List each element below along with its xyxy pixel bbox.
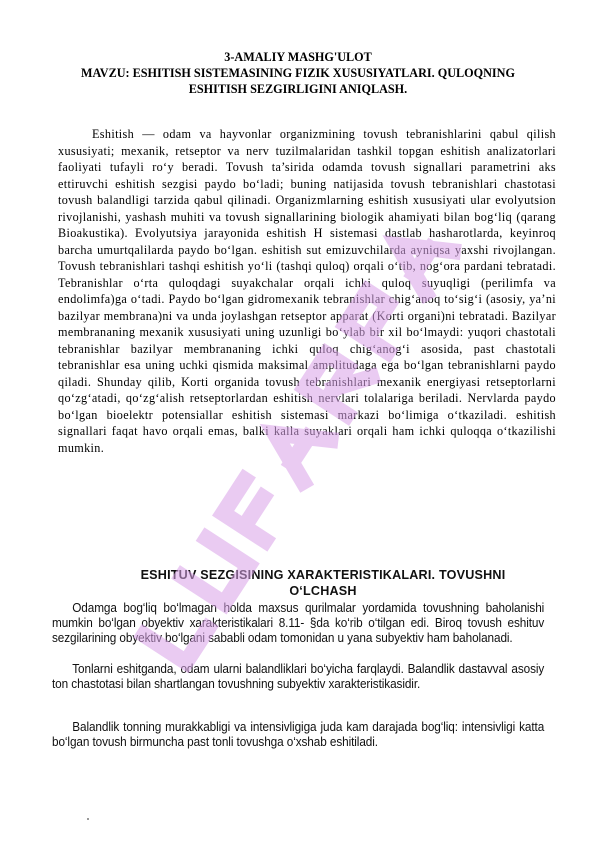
- scan-speck: [87, 818, 89, 820]
- topic-title-line2: ESHITISH SEZGIRLIGINI ANIQLASH.: [188, 82, 408, 96]
- scanned-paragraph-1: Odamga bog‘liq bo‘lmagan holda maxsus qurilmalar yordamida tovushning baholanishi mumkin bo‘lgan obyektiv xarakteristikalari 8.11- §da ko‘rib o‘tilgan edi. Biroq tovush eshituv sezgilarining obyektiv bo‘lgani sababli odam tomonidan u yana subyektiv ham baholanadi.: [52, 600, 545, 646]
- scanned-heading: [88, 567, 558, 599]
- scanned-heading-line2: O‘LCHASH: [289, 584, 357, 598]
- body-paragraph: Eshitish — odam va hayvonlar organizmining tovush tebranishlarini qabul qilish xususiyati; mexanik, retseptor va nerv tuzilmalaridan tashkil topgan eshitish analizatorlari faoliyati tufayli ro‘y beradi. Tovush ta’sirida odamda tovush signallari parametrini aks ettiruvchi eshitish sezgisi paydo bo‘ladi; buning natijasida tovush tebranishlari chastotasi tovush balandligi tarzida qabul qilinadi. Organizmlarning eshitish xususiyati ular evolyutsion rivojlanishi, yashash muhiti va tovush signallarining biologik ahamiyati bilan bog‘liq (qarang Bioakustika). Evolyutsiya jarayonida eshitish H sistemasi dastlab hasharotlarda, keyinroq barcha umurtqalilarda paydo bo‘lgan. eshitish sut emizuvchilarda ayniqsa yaxshi rivojlangan. Tovush tebranishlari tashqi eshitish yo‘li (tashqi quloq) orqali o‘tib, nog‘ora pardani tebratadi. Tebranishlar o‘rta quloqdagi suyakchalar orqali ichki quloq suyuqligi (perilimfa va endolimfa)ga o‘tadi. Paydo bo‘lgan gidromexanik tebranishlar chig‘anoq to‘sig‘i (asosiy, ya’ni bazilyar membrana)ni va unda joylashgan retseptor apparat (Korti organi)ni tebratadi. Bazilyar membrananing mexanik xususiyati uning uzunligi bo‘ylab bir xil bo‘lmaydi: yuqori chastotali tebranishlar bazilyar membrananing ichki quloq chig‘anog‘i asosida, past chastotali tebranishlar esa uning uchki qismida maksimal amplitudaga ega bo‘lgan tebranishlarni paydo qiladi. Shunday qilib, Korti organida tovush tebranishlari mexanik energiyasi retseptorlarni qo‘zg‘atadi, qo‘zg‘alish retseptorlardan eshitish nervlari tolalariga beriladi. Nervlarda paydo bo‘lgan bioelektr potensiallar eshitish sistemasi markazi bo‘limiga o‘tkaziladi. eshitish signallari faqat havo orqali emas, balki kalla suyaklari orqali ham ichki quloqqa o‘tkazilishi mumkin.: [58, 127, 556, 455]
- scanned-paragraph-2: Tonlarni eshitganda, odam ularni balandliklari bo‘yicha farqlaydi. Balandlik dastavval asosiy ton chastotasi bilan shartlangan tovushning subyektiv xarakteristikasidir.: [52, 661, 545, 692]
- topic-title-line1: MAVZU: ESHITISH SISTEMASINING FIZIK XUSUSIYATLARI. QULOQNING: [81, 66, 515, 80]
- practical-title: 3-AMALIY MASHG'ULOT: [224, 50, 372, 64]
- scanned-heading-line1: ESHITUV SEZGISINING XARAKTERISTIKALARI. TOVUSHNI: [140, 568, 506, 582]
- scanned-paragraph-3: Balandlik tonning murakkabligi va intensivligiga juda kam darajada bog‘liq: intensivligi katta bo‘lgan tovush birmuncha past tonli tovushga o‘xshab eshitiladi.: [52, 719, 545, 750]
